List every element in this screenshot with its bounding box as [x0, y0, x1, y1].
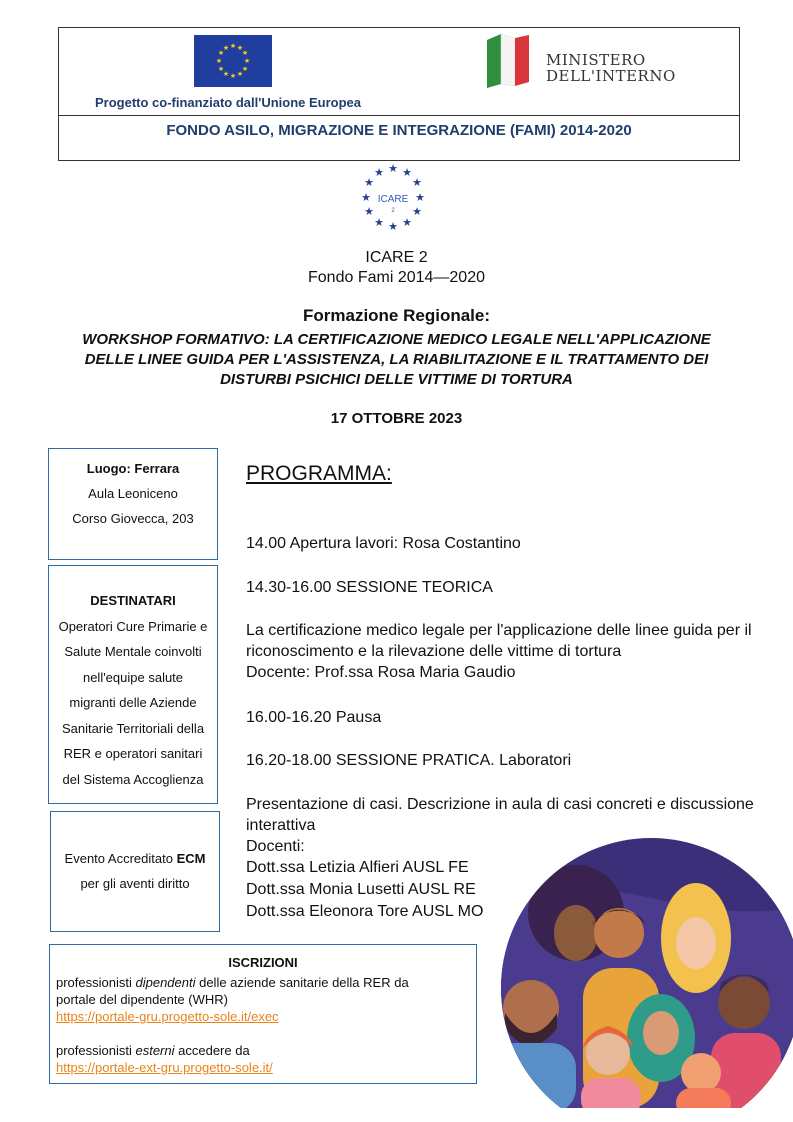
svg-text:★: ★ [415, 191, 425, 204]
location-label: Luogo: Ferrara [86, 461, 180, 476]
audience-line: Sanitarie Territoriali della [61, 720, 205, 736]
svg-text:★: ★ [236, 44, 244, 52]
programma-heading: PROGRAMMA: [246, 462, 392, 485]
program-pausa: 16.00-16.20 Pausa [246, 709, 382, 726]
icare-logo-icon [355, 160, 431, 236]
audience-line: RER e operatori sanitari [63, 746, 203, 761]
svg-text:★: ★ [229, 72, 237, 80]
header-divider [59, 115, 739, 116]
icare-logo-text: ICARE [377, 194, 409, 205]
program-teorica-desc-2: riconoscimento e la rilevazione delle vittime di tortura [246, 643, 622, 660]
registration-internal-text [56, 974, 470, 991]
ministry-line-1: MINISTERO [546, 51, 646, 69]
ministry-name [546, 52, 676, 84]
ministry-line-2: DELL'INTERNO [546, 67, 676, 85]
svg-text:★: ★ [217, 65, 225, 73]
fund-title: FONDO ASILO, MIGRAZIONE E INTEGRAZIONE (FAMI) 2014-2020 [166, 122, 632, 139]
reg-text: professionisti [56, 975, 136, 990]
program-docente-item: Dott.ssa Letizia Alfieri AUSL FE [246, 859, 469, 876]
eu-flag-icon [194, 35, 272, 87]
ecm-box [50, 811, 220, 932]
header-box [58, 27, 740, 161]
svg-text:★: ★ [222, 44, 230, 52]
registration-title: ISCRIZIONI [228, 955, 298, 970]
program-pratica-desc-1: Presentazione di casi. Descrizione in aula di casi concreti e discussione [246, 796, 754, 813]
reg-text: professionisti [56, 1043, 136, 1058]
svg-text:★: ★ [217, 49, 225, 57]
reg-emphasis: esterni [135, 1043, 175, 1058]
svg-text:★: ★ [412, 205, 422, 218]
svg-text:★: ★ [412, 176, 422, 189]
location-room: Aula Leoniceno [88, 486, 178, 501]
project-title-line-2: Fondo Fami 2014—2020 [308, 269, 485, 286]
project-title-line-1: ICARE 2 [365, 249, 428, 266]
svg-text:★: ★ [364, 205, 374, 218]
program-docente: Docente: Prof.ssa Rosa Maria Gaudio [246, 664, 516, 681]
registration-internal-portal: portale del dipendente (WHR) [56, 992, 228, 1007]
program-docente-item: Dott.ssa Monia Lusetti AUSL RE [246, 881, 476, 898]
svg-text:★: ★ [374, 166, 384, 179]
icare-logo-number: 2 [391, 208, 395, 214]
svg-text:★: ★ [236, 70, 244, 78]
location-address: Corso Giovecca, 203 [72, 511, 194, 526]
program-docenti-label: Docenti: [246, 838, 305, 855]
svg-text:★: ★ [229, 42, 237, 50]
registration-external-link[interactable]: https://portale-ext-gru.progetto-sole.it/ [56, 1060, 273, 1075]
audience-line: del Sistema Accoglienza [62, 771, 204, 787]
reg-text: delle aziende sanitarie della RER da [195, 975, 409, 990]
reg-emphasis: dipendenti [135, 975, 196, 990]
event-date: 17 OTTOBRE 2023 [330, 410, 463, 427]
program-teorica-desc-1: La certificazione medico legale per l'applicazione delle linee guida per il [246, 622, 752, 639]
diverse-people-illustration [491, 838, 793, 1108]
ecm-acronym: ECM [176, 851, 206, 866]
ecm-line-1 [51, 846, 219, 871]
svg-text:★: ★ [243, 57, 251, 65]
svg-text:★: ★ [241, 49, 249, 57]
workshop-title: WORKSHOP FORMATIVO: LA CERTIFICAZIONE MEDICO LEGALE NELL'APPLICAZIONE DELLE LINEE GUIDA PER L'ASSISTENZA, LA RIABILITAZIONE E IL TRATTAMENTO DEI DISTURBI PSICHICI DELLE VITTIME DI TORTURA [82, 331, 711, 388]
audience-box [48, 565, 218, 804]
ecm-line-2: per gli aventi diritto [80, 876, 190, 891]
svg-text:★: ★ [241, 65, 249, 73]
program-pratica-desc-2: interattiva [246, 817, 316, 834]
eu-cofinanced-text: Progetto co-finanziato dall'Unione Europea [95, 95, 361, 110]
audience-line: nell'equipe salute [82, 669, 184, 685]
program-apertura: 14.00 Apertura lavori: Rosa Costantino [246, 535, 521, 552]
audience-line: Operatori Cure Primarie e [58, 618, 208, 634]
registration-internal-link[interactable]: https://portale-gru.progetto-sole.it/exec [56, 1009, 279, 1024]
program-docente-item: Dott.ssa Eleonora Tore AUSL MO [246, 903, 484, 920]
program-sessione-pratica: 16.20-18.00 SESSIONE PRATICA. Laboratori [246, 752, 572, 769]
italian-flag-icon [485, 32, 533, 89]
registration-external-text [56, 1042, 470, 1059]
audience-label: DESTINATARI [90, 593, 176, 608]
audience-line: migranti delle Aziende [69, 695, 197, 710]
svg-text:★: ★ [402, 166, 412, 179]
svg-text:★: ★ [388, 162, 398, 175]
reg-text: accedere da [174, 1043, 250, 1058]
svg-text:★: ★ [361, 191, 371, 204]
svg-text:★: ★ [388, 220, 398, 233]
svg-text:★: ★ [402, 216, 412, 229]
audience-line: Salute Mentale coinvolti [64, 644, 202, 659]
program-sessione-teorica: 14.30-16.00 SESSIONE TEORICA [246, 579, 493, 596]
ecm-prefix: Evento Accreditato [64, 851, 177, 866]
project-title [0, 248, 793, 288]
location-box [48, 448, 218, 560]
svg-text:★: ★ [222, 70, 230, 78]
svg-text:★: ★ [374, 216, 384, 229]
registration-box [49, 944, 477, 1084]
svg-text:★: ★ [364, 176, 374, 189]
formazione-heading: Formazione Regionale: [302, 306, 491, 325]
svg-text:★: ★ [215, 57, 223, 65]
